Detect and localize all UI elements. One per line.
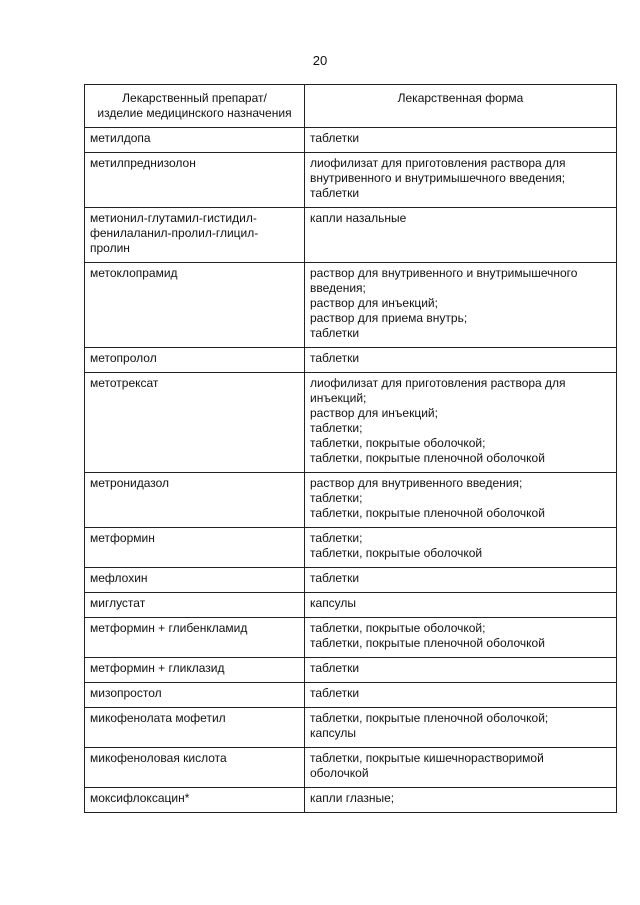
drug-name-line: метилпреднизолон [90, 156, 196, 170]
dosage-form-cell [305, 683, 617, 708]
header-line: Лекарственная форма [397, 91, 524, 105]
table-row [85, 593, 617, 618]
dosage-form-line: таблетки [310, 131, 360, 145]
table-row [85, 208, 617, 263]
dosage-form-cell [305, 128, 617, 153]
dosage-form-line: таблетки, покрытые пленочной оболочкой [310, 636, 545, 650]
drug-name-line: фенилаланил-пролил-глицил- [90, 226, 259, 240]
dosage-form-line: таблетки, покрытые пленочной оболочкой [310, 506, 545, 520]
header-line: Лекарственный препарат/ [122, 91, 267, 105]
drug-name-line: мизопростол [90, 686, 162, 700]
table-row [85, 788, 617, 813]
dosage-form-line: таблетки, покрытые оболочкой; [310, 621, 486, 635]
drug-name-cell [85, 593, 305, 618]
dosage-form-line: таблетки; [310, 491, 363, 505]
header-drug [85, 85, 305, 128]
dosage-form-line: раствор для внутривенного и внутримышечного [310, 266, 578, 280]
dosage-form-line: таблетки [310, 571, 360, 585]
drug-name-line: метформин + гликлазид [90, 661, 225, 675]
drug-name-line: метионил-глутамил-гистидил- [90, 211, 257, 225]
drug-name-line: миглустат [90, 596, 146, 610]
dosage-form-cell [305, 153, 617, 208]
drug-name-cell [85, 128, 305, 153]
dosage-form-line: внутривенного и внутримышечного введения; [310, 171, 566, 185]
drug-name-cell [85, 528, 305, 568]
dosage-form-line: капли назальные [310, 211, 407, 225]
dosage-form-cell [305, 528, 617, 568]
dosage-form-cell [305, 473, 617, 528]
drug-name-line: пролин [90, 241, 130, 255]
drug-name-line: моксифлоксацин* [90, 791, 190, 805]
dosage-form-cell [305, 748, 617, 788]
drug-name-line: микофенолата мофетил [90, 711, 226, 725]
dosage-form-line: капсулы [310, 596, 357, 610]
drug-name-cell [85, 788, 305, 813]
drug-name-line: микофеноловая кислота [90, 751, 227, 765]
dosage-form-cell [305, 618, 617, 658]
table-header-row [85, 85, 617, 128]
table-row [85, 683, 617, 708]
table-row [85, 153, 617, 208]
table-row [85, 373, 617, 473]
dosage-form-line: капсулы [310, 726, 357, 740]
dosage-form-line: таблетки, покрытые кишечнорастворимой [310, 751, 544, 765]
drug-name-cell [85, 708, 305, 748]
dosage-form-line: таблетки [310, 326, 360, 340]
drug-name-cell [85, 683, 305, 708]
dosage-form-cell [305, 208, 617, 263]
dosage-form-line: лиофилизат для приготовления раствора для [310, 156, 566, 170]
dosage-form-line: введения; [310, 281, 366, 295]
dosage-form-line: таблетки [310, 186, 360, 200]
dosage-form-line: таблетки, покрытые пленочной оболочкой [310, 451, 545, 465]
drug-name-line: метотрексат [90, 376, 159, 390]
drug-name-line: метилдопа [90, 131, 151, 145]
dosage-form-line: таблетки, покрытые пленочной оболочкой; [310, 711, 549, 725]
dosage-form-line: таблетки [310, 351, 360, 365]
dosage-form-line: капли глазные; [310, 791, 395, 805]
drug-name-cell [85, 348, 305, 373]
drug-name-cell [85, 618, 305, 658]
drug-name-cell [85, 473, 305, 528]
page-number: 20 [312, 53, 328, 68]
drug-name-cell [85, 153, 305, 208]
table-row [85, 528, 617, 568]
dosage-form-line: таблетки [310, 661, 360, 675]
dosage-form-cell [305, 788, 617, 813]
dosage-form-line: таблетки; [310, 421, 363, 435]
header-line: изделие медицинского назначения [97, 106, 292, 120]
drug-name-cell [85, 208, 305, 263]
dosage-form-cell [305, 348, 617, 373]
dosage-form-line: оболочкой [310, 766, 369, 780]
dosage-form-line: таблетки; [310, 531, 363, 545]
drug-name-cell [85, 373, 305, 473]
table-row [85, 348, 617, 373]
table-row [85, 748, 617, 788]
dosage-form-line: лиофилизат для приготовления раствора для [310, 376, 566, 390]
table-row [85, 708, 617, 748]
dosage-form-cell [305, 263, 617, 348]
drug-name-line: метронидазол [90, 476, 170, 490]
drug-name-line: метоклопрамид [90, 266, 178, 280]
table-row [85, 618, 617, 658]
dosage-form-line: таблетки [310, 686, 360, 700]
drug-name-line: мефлохин [90, 571, 148, 585]
dosage-form-line: таблетки, покрытые оболочкой [310, 546, 483, 560]
drug-name-cell [85, 658, 305, 683]
dosage-form-line: инъекций; [310, 391, 367, 405]
table-row [85, 658, 617, 683]
table-row [85, 568, 617, 593]
drug-forms-table [84, 84, 617, 813]
dosage-form-cell [305, 568, 617, 593]
dosage-form-line: раствор для приема внутрь; [310, 311, 468, 325]
drug-name-line: метформин [90, 531, 155, 545]
drug-name-line: метформин + глибенкламид [90, 621, 248, 635]
dosage-form-line: таблетки, покрытые оболочкой; [310, 436, 486, 450]
drug-name-cell [85, 568, 305, 593]
dosage-form-cell [305, 373, 617, 473]
table-row [85, 263, 617, 348]
table-row [85, 473, 617, 528]
table-row [85, 128, 617, 153]
dosage-form-line: раствор для инъекций; [310, 296, 438, 310]
drug-name-cell [85, 263, 305, 348]
drug-name-line: метопролол [90, 351, 157, 365]
dosage-form-line: раствор для инъекций; [310, 406, 438, 420]
dosage-form-cell [305, 658, 617, 683]
header-form [305, 85, 617, 128]
dosage-form-cell [305, 593, 617, 618]
drug-name-cell [85, 748, 305, 788]
dosage-form-cell [305, 708, 617, 748]
dosage-form-line: раствор для внутривенного введения; [310, 476, 523, 490]
